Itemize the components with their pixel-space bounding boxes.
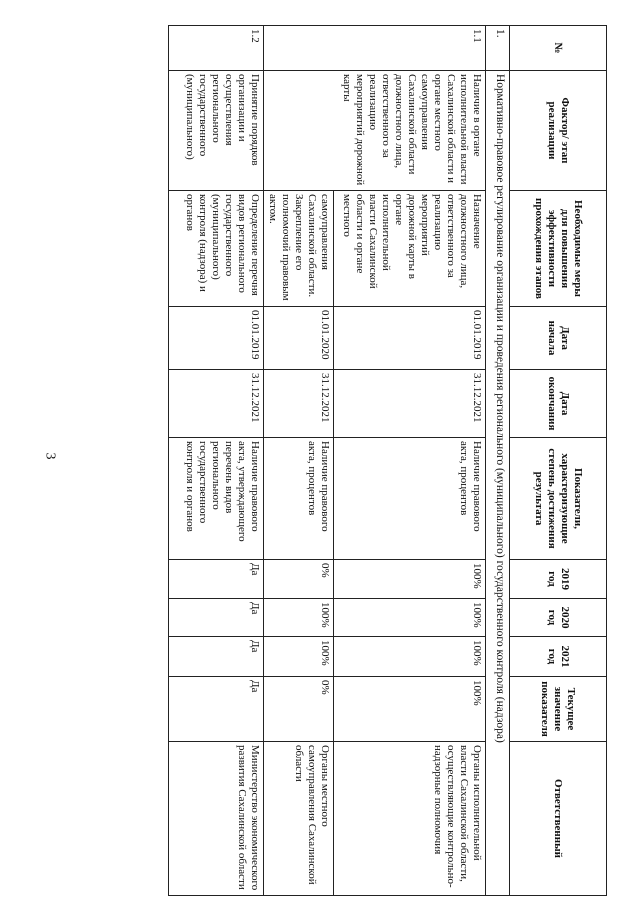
row-start: 01.01.2019 [334, 307, 486, 370]
landscape-page [42, 25, 607, 895]
row-indicator: Наличие правового акта, процентов [264, 438, 334, 560]
roadmap-table [168, 25, 607, 896]
header-start: Дата начала [510, 307, 607, 370]
header-end: Дата окончания [510, 370, 607, 438]
row-factor: Наличие в органе исполнительной власти Сахалинской области и органе местного самоуправления Сахалинской области должностного лица, ответственного за реализацию мероприятий дорожной карты [264, 71, 486, 191]
row-2020: 100% [334, 599, 486, 637]
header-row [510, 26, 607, 896]
row-responsible: Министерство экономического развития Сахалинской области [169, 742, 264, 896]
header-current: Текущее значение показателя [510, 677, 607, 742]
row-2019: 100% [334, 560, 486, 599]
row-measures: Определение перечня видов регионального государственного (муниципального) контроля (надзора) и органов [169, 191, 264, 307]
section-row [486, 26, 510, 896]
row-factor: Принятие порядков организации и осуществления регионального государственного (муниципального) [169, 71, 264, 191]
header-num: № [510, 26, 607, 71]
row-measures: самоуправления Сахалинской области. Закрепление его полномочий правовым актом. [264, 191, 334, 307]
page-number: 3 [42, 452, 58, 460]
header-2020: 2020 год [510, 599, 607, 637]
row-start: 01.01.2019 [169, 307, 264, 370]
row-start: 01.01.2020 [264, 307, 334, 370]
header-2021: 2021 год [510, 637, 607, 677]
row-num: 1.2 [169, 26, 264, 71]
row-end: 31.12.2021 [264, 370, 334, 438]
table-row [169, 26, 264, 896]
row-indicator: Наличие правового акта, утверждающего перечень видов регионального государственного контроля и органов [169, 438, 264, 560]
row-2019: Да [169, 560, 264, 599]
row-2019: 0% [264, 560, 334, 599]
row-measures: Назначение должностного лица, ответственного за реализацию мероприятий дорожной карты в органе исполнительной власти Сахалинской области и органе местного [334, 191, 486, 307]
row-2020: Да [169, 599, 264, 637]
row-current: 0% [264, 677, 334, 742]
row-2021: 100% [264, 637, 334, 677]
row-end: 31.12.2021 [334, 370, 486, 438]
row-end: 31.12.2021 [169, 370, 264, 438]
section-num: 1. [486, 26, 510, 71]
header-measures: Необходимые меры для повышения эффективности прохождения этапов [510, 191, 607, 307]
table-row [334, 26, 486, 896]
row-current: Да [169, 677, 264, 742]
header-2019: 2019 год [510, 560, 607, 599]
section-title: Нормативно-правовое регулирование организации и проведения регионального (муниципального) государственного контроля (надзора) [486, 71, 510, 896]
row-2021: 100% [334, 637, 486, 677]
header-indicators: Показатели, характеризующие степень достижения результата [510, 438, 607, 560]
row-indicator: Наличие правового акта, процентов [334, 438, 486, 560]
row-2021: Да [169, 637, 264, 677]
header-responsible: Ответственный [510, 742, 607, 896]
header-factor: Фактор/ этап реализации [510, 71, 607, 191]
row-2020: 100% [264, 599, 334, 637]
row-current: 100% [334, 677, 486, 742]
row-num: 1.1 [264, 26, 486, 71]
row-responsible: Органы исполнительной власти Сахалинской области, осуществляющие контрольно-надзорные полномочия [334, 742, 486, 896]
row-responsible: Органы местного самоуправления Сахалинской области [264, 742, 334, 896]
